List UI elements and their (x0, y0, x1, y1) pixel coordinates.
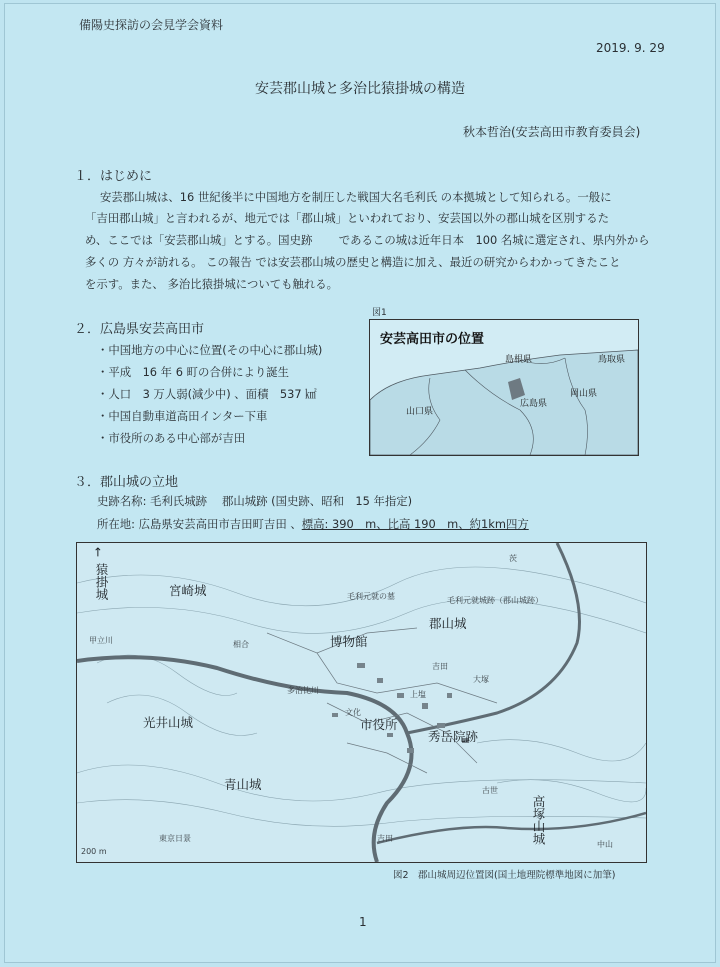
prefecture-label: 山口県 (406, 407, 434, 417)
map-small-label: 毛利元就城跡（郡山城跡） (447, 596, 543, 605)
intro-line: 安芸郡山城は、16 世紀後半に中国地方を制圧した戦国大名毛利氏 の本拠城として知られる。一般に (100, 190, 612, 204)
map-small-label: 中山 (597, 840, 613, 849)
map-label-museum: 博物館 (330, 634, 368, 649)
intro-line: を示す。また、 多治比猿掛城についても触れる。 (85, 277, 339, 291)
intro-line: 多くの 方々が訪れる。 この報告 では安芸郡山城の歴史と構造に加え、最近の研究からわかってきたこと (85, 255, 621, 269)
page-number: 1 (359, 915, 367, 929)
org-header: 備陽史探訪の会見学会資料 (79, 18, 224, 32)
bullet-item: ・市役所のある中心部が吉田 (97, 431, 246, 445)
map-label-koriyama: 郡山城 (429, 616, 467, 631)
prefecture-label: 鳥取県 (598, 355, 626, 365)
prefecture-label: 広島県 (520, 399, 548, 409)
bullet-item: ・中国自動車道高田インター下車 (97, 409, 268, 423)
map-scale: 200 m (81, 847, 107, 856)
map-label-mitsuiyama: 光井山城 (143, 715, 194, 730)
map-label-miyazaki: 宮崎城 (169, 583, 207, 598)
map-small-label: 文化 (345, 708, 361, 717)
intro-line: 「吉田郡山城」と言われるが、地元では「郡山城」といわれており、安芸国以外の郡山城を区別するた (85, 211, 609, 225)
prefecture-label: 岡山県 (570, 389, 598, 399)
map-small-label: 吉田 (377, 834, 393, 843)
map-small-label: 上塩 (410, 690, 426, 699)
section-3-heading: ３．郡山城の立地 (74, 475, 179, 490)
prefecture-label: 島根県 (505, 355, 533, 365)
map-small-label: 吉田 (432, 662, 448, 671)
map-small-label: 毛利元就の墓 (347, 592, 395, 601)
page-title: 安芸郡山城と多治比猿掛城の構造 (255, 81, 465, 97)
intro-line: め、ここでは「安芸郡山城」とする。国史跡 であるこの城は近年日本 100 名城に選定され、県内外から (85, 233, 650, 247)
bullet-item: ・平成 16 年 6 町の合併により誕生 (97, 365, 290, 379)
site-name: 史跡名称: 毛利氏城跡 郡山城跡 (国史跡、昭和 15 年指定) (97, 494, 413, 508)
figure-1-label: 図1 (372, 308, 387, 318)
section-2-heading: ２．広島県安芸高田市 (74, 322, 205, 337)
map-label-aoyama: 青山城 (224, 777, 262, 792)
bullet-item: ・中国地方の中心に位置(その中心に郡山城) (97, 343, 323, 357)
map-small-label: 古世 (482, 786, 498, 795)
map-small-label: 甲立川 (89, 636, 113, 645)
map-label-takatsuka: 高塚山城 (531, 795, 546, 845)
map-label-city-hall: 市役所 (360, 717, 398, 732)
date: 2019. 9. 29 (596, 41, 665, 55)
location-prefix: 所在地: 広島県安芸高田市吉田町吉田 、 (97, 517, 302, 531)
map-small-label: 東京日景 (159, 834, 191, 843)
location-elevation: 標高: 390 m、比高 190 m、約1km四方 (301, 517, 529, 531)
figure-2-area-map (76, 542, 647, 863)
author: 秋本哲治(安芸高田市教育委員会) (463, 125, 641, 139)
figure-1-title: 安芸高田市の位置 (380, 332, 485, 347)
map-small-label: 大塚 (473, 675, 489, 684)
map-small-label: 茨 (509, 554, 517, 563)
map-label-shugakuin: 秀岳院跡 (428, 729, 479, 744)
bullet-item: ・人口 3 万人弱(減少中) 、面積 537 ㎢ (97, 387, 317, 401)
section-1-heading: １．はじめに (74, 169, 153, 184)
map-small-label: 相合 (233, 640, 249, 649)
arrow-left-icon: ← (91, 547, 105, 558)
map-label-sarukake: 猿掛城 (94, 563, 109, 601)
figure-2-caption: 図2 郡山城周辺位置図(国土地理院標準地図に加筆) (393, 870, 616, 881)
map-small-label: 多治比川 (287, 686, 319, 695)
site-location (97, 513, 529, 535)
figure-1-location-map (369, 319, 639, 456)
